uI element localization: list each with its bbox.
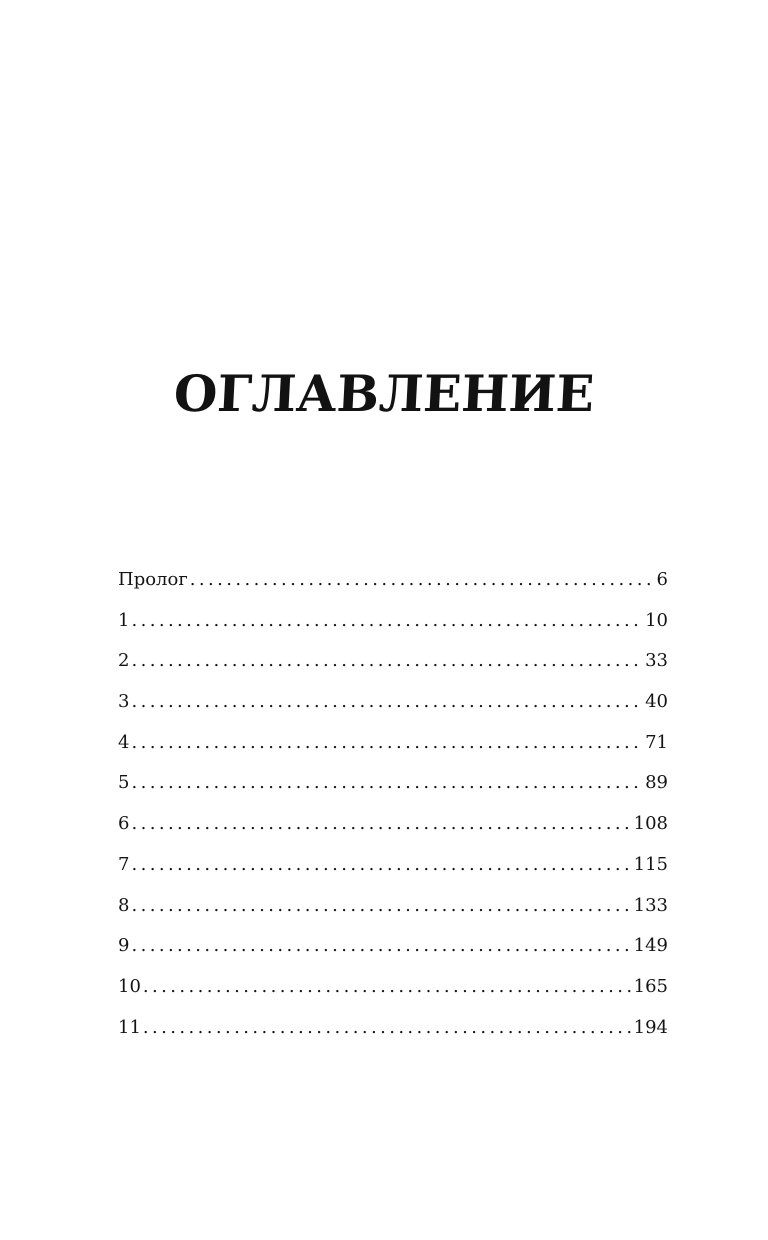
dot-leader — [131, 933, 631, 959]
entry-label: Пролог — [118, 569, 188, 590]
dot-leader — [131, 689, 643, 715]
toc-entry-3 — [118, 689, 668, 730]
toc-entry-5 — [118, 770, 668, 811]
dot-leader — [131, 608, 643, 634]
dot-leader — [131, 730, 643, 756]
entry-label: 7 — [118, 853, 130, 875]
entry-label: 5 — [118, 772, 130, 794]
entry-label: 3 — [118, 691, 130, 713]
entry-page-number: 133 — [633, 894, 668, 916]
toc-list — [118, 567, 668, 1055]
toc-entry-2 — [118, 648, 668, 689]
entry-page-number: 40 — [645, 691, 668, 713]
toc-entry-11 — [118, 1015, 668, 1056]
entry-page-number: 165 — [633, 975, 668, 997]
entry-page-number: 108 — [633, 813, 668, 835]
dot-leader — [131, 770, 643, 796]
toc-entry-prologue — [118, 567, 668, 608]
toc-entry-1 — [118, 608, 668, 649]
entry-page-number: 10 — [645, 609, 668, 631]
toc-entry-7 — [118, 852, 668, 893]
entry-label: 10 — [118, 975, 141, 997]
toc-title: ОГЛАВЛЕНИЕ — [172, 364, 596, 423]
toc-entry-10 — [118, 974, 668, 1015]
dot-leader — [131, 852, 631, 878]
entry-label: 8 — [118, 894, 130, 916]
toc-entry-4 — [118, 730, 668, 771]
toc-entry-9 — [118, 933, 668, 974]
dot-leader — [190, 567, 655, 593]
entry-label: 4 — [118, 731, 130, 753]
entry-label: 11 — [118, 1016, 141, 1038]
entry-page-number: 115 — [633, 853, 668, 875]
dot-leader — [131, 648, 643, 674]
toc-entry-6 — [118, 811, 668, 852]
entry-label: 1 — [118, 609, 130, 631]
entry-page-number: 6 — [656, 569, 668, 590]
dot-leader — [143, 1015, 632, 1041]
dot-leader — [131, 811, 631, 837]
dot-leader — [131, 893, 631, 919]
entry-page-number: 194 — [633, 1016, 668, 1038]
entry-page-number: 89 — [645, 772, 668, 794]
entry-label: 9 — [118, 935, 130, 957]
entry-label: 2 — [118, 650, 130, 672]
entry-page-number: 71 — [645, 731, 668, 753]
entry-page-number: 33 — [645, 650, 668, 672]
entry-label: 6 — [118, 813, 130, 835]
toc-entry-8 — [118, 893, 668, 934]
dot-leader — [143, 974, 632, 1000]
entry-page-number: 149 — [633, 935, 668, 957]
